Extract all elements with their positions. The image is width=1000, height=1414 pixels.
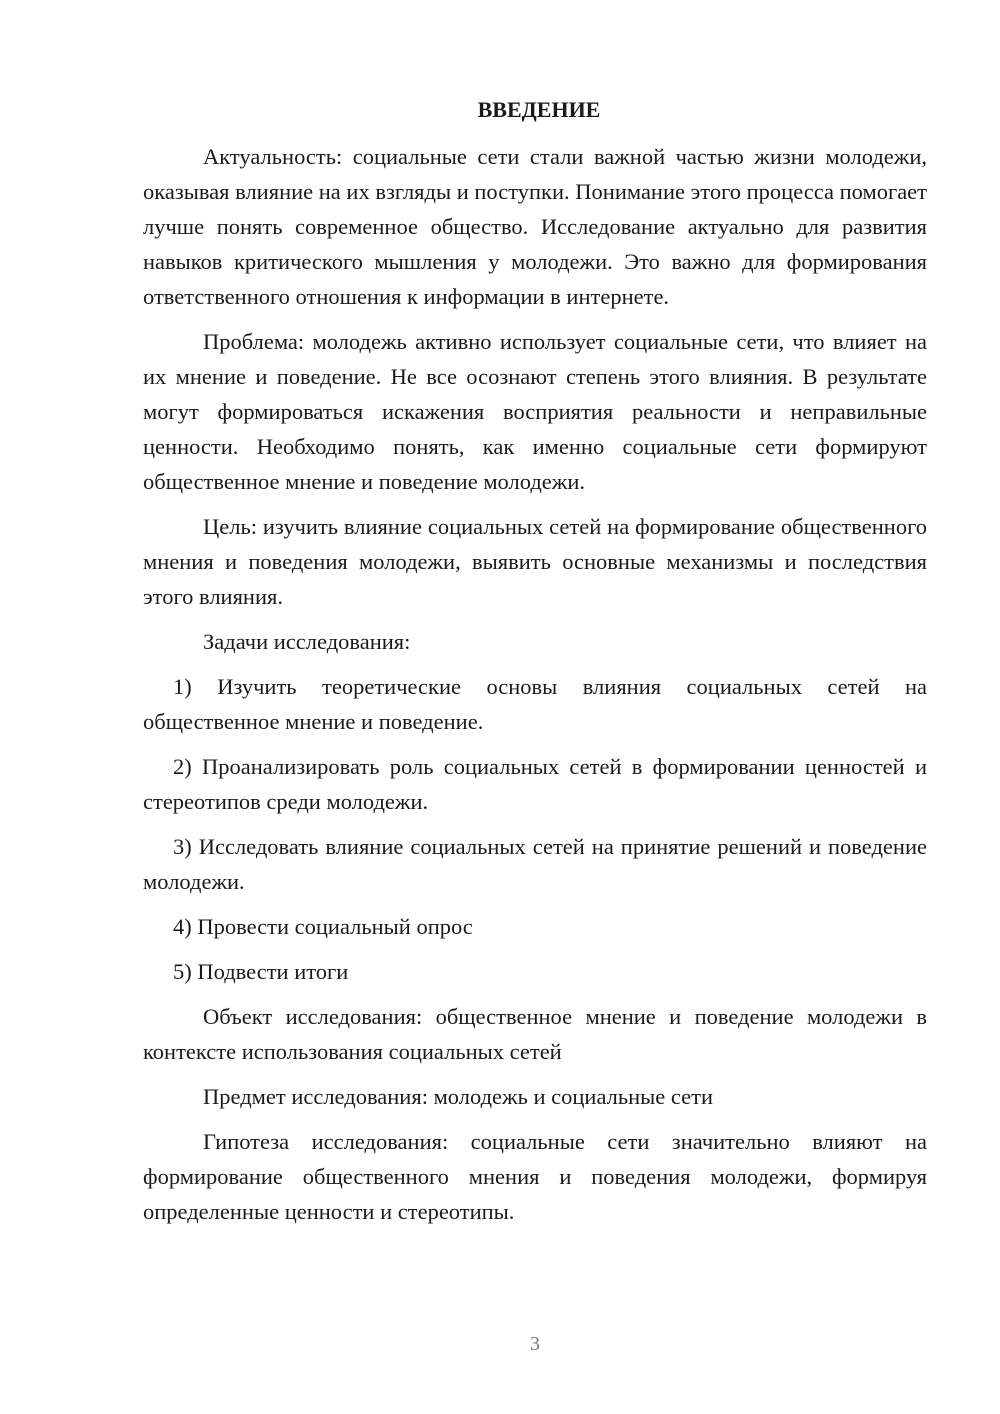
page-title: ВВЕДЕНИЕ (477, 97, 601, 122)
page-number: 3 (530, 1333, 540, 1355)
task-item: 1) Изучить теоретические основы влияния социальных сетей на общественное мнение и поведение. (143, 674, 927, 734)
goal-paragraph: Цель: изучить влияние социальных сетей на формирование общественного мнения и поведения молодежи, выявить основные механизмы и последствия этого влияния. (143, 514, 927, 609)
task-item: 4) Провести социальный опрос (173, 914, 473, 939)
task-item: 5) Подвести итоги (173, 959, 349, 984)
subject-paragraph: Предмет исследования: молодежь и социальные сети (203, 1084, 714, 1109)
problem-paragraph: Проблема: молодежь активно использует социальные сети, что влияет на их мнение и поведение. Не все осознают степень этого влияния. В результате могут формироваться искажения восприятия реальности и неправильные ценности. Необходимо понять, как именно социальные сети формируют общественное мнение и поведение молодежи. (143, 329, 927, 494)
relevance-paragraph: Актуальность: социальные сети стали важной частью жизни молодежи, оказывая влияние на их взгляды и поступки. Понимание этого процесса помогает лучше понять современное общество. Исследование актуально для развития навыков критического мышления у молодежи. Это важно для формирования ответственного отношения к информации в интернете. (143, 144, 927, 309)
hypothesis-paragraph: Гипотеза исследования: социальные сети значительно влияют на формирование общественного мнения и поведения молодежи, формируя определенные ценности и стереотипы. (143, 1129, 927, 1224)
task-item: 2) Проанализировать роль социальных сетей в формировании ценностей и стереотипов среди молодежи. (143, 754, 927, 814)
page-content (143, 92, 927, 1239)
object-paragraph: Объект исследования: общественное мнение и поведение молодежи в контексте использования социальных сетей (143, 1004, 927, 1064)
task-item: 3) Исследовать влияние социальных сетей на принятие решений и поведение молодежи. (143, 834, 927, 894)
tasks-heading: Задачи исследования: (203, 629, 411, 654)
